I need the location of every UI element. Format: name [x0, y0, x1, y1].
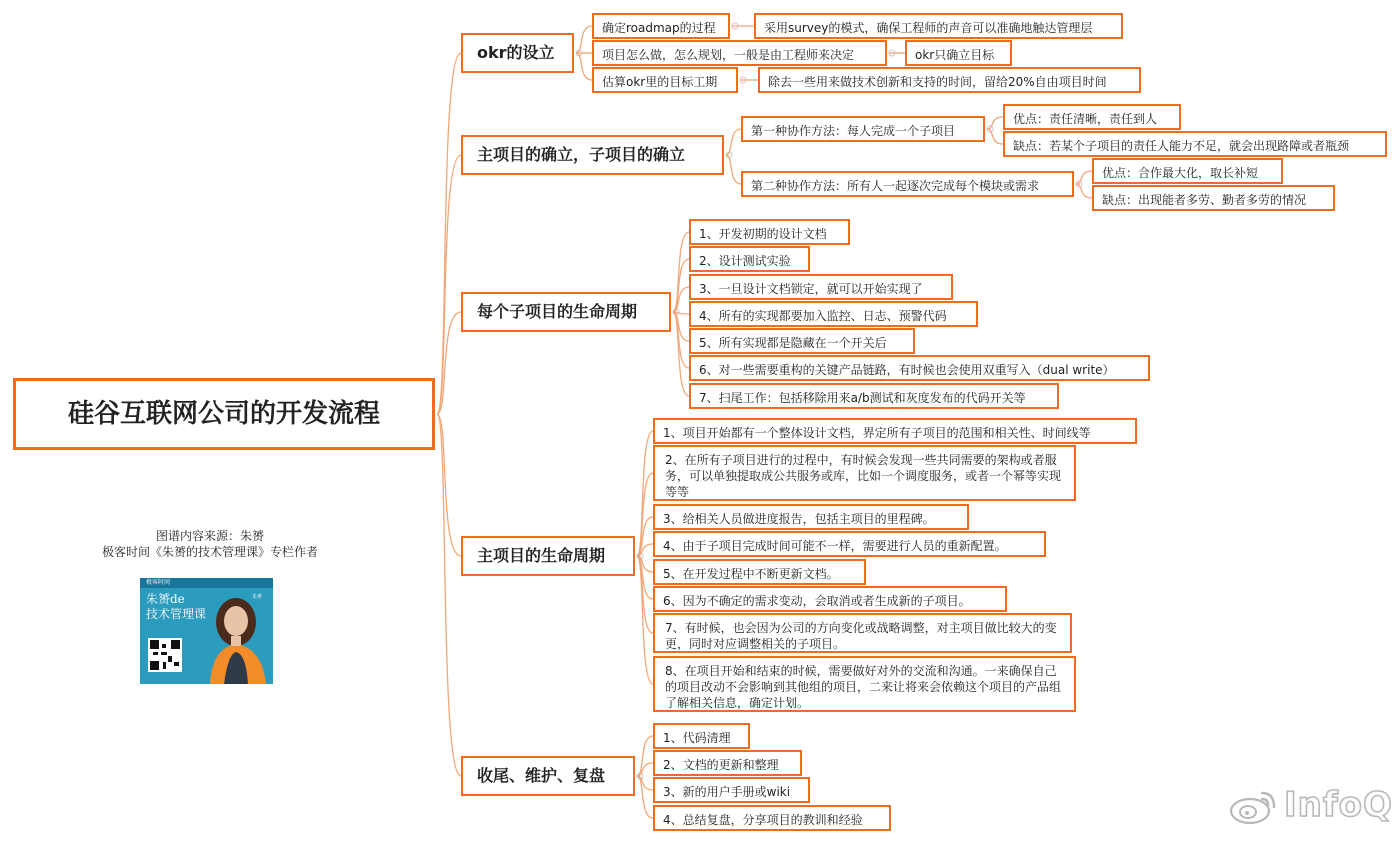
wrapup-doc-update: 2、文档的更新和整理: [653, 750, 802, 776]
main-project-step-3: 3、给相关人员做进度报告，包括主项目的里程碑。: [653, 504, 969, 530]
main-project-step-7: 7、有时候，也会因为公司的方向变化或战略调整，对主项目做比较大的变更，同时对应调整相关的子项目。: [653, 613, 1072, 653]
wrapup-user-manual: 3、新的用户手册或wiki: [653, 777, 810, 803]
collab-two-pro: 优点：合作最大化，取长补短: [1092, 158, 1283, 184]
source-credit: [70, 528, 350, 560]
branch-main-project-lifecycle: 主项目的生命周期: [461, 536, 635, 576]
branch-wrapup-maintenance-review: 收尾、维护、复盘: [461, 756, 635, 796]
branch-subproject-lifecycle: 每个子项目的生命周期: [461, 292, 671, 332]
watermark-text: InfoQ: [1284, 785, 1393, 825]
subproject-step-7: 7、扫尾工作：包括移除用来a/b测试和灰度发布的代码开关等: [689, 383, 1059, 409]
okr-survey-mode: 采用survey的模式，确保工程师的声音可以准确地触达管理层: [754, 13, 1123, 39]
main-project-step-6: 6、因为不确定的需求变动，会取消或者生成新的子项目。: [653, 586, 1007, 612]
wrapup-code-cleanup: 1、代码清理: [653, 723, 750, 749]
okr-free-time: 除去一些用来做技术创新和支持的时间，留给20%自由项目时间: [758, 67, 1141, 93]
cover-title-line-2: 技术管理课: [146, 607, 207, 621]
collab-method-two: 第二种协作方法：所有人一起逐次完成每个模块或需求: [741, 171, 1074, 197]
main-project-step-8: 8、在项目开始和结束的时候，需要做好对外的交流和沟通。一来确保自己的项目改动不会影响到其他组的项目，二来让将来会依赖这个项目的产品组了解相关信息，确定计划。: [653, 656, 1076, 712]
subproject-step-4: 4、所有的实现都要加入监控、日志、预警代码: [689, 301, 978, 327]
subproject-step-6: 6、对一些需要重构的关键产品链路，有时候也会使用双重写入（dual write）: [689, 355, 1150, 381]
cover-title-line-1: 朱赟de: [146, 592, 185, 606]
okr-engineer-decide: 项目怎么做，怎么规划，一般是由工程师来决定: [592, 40, 887, 66]
wrapup-retrospective: 4、总结复盘，分享项目的教训和经验: [653, 805, 891, 831]
connector-line: [673, 259, 689, 312]
okr-estimate-duration: 估算okr里的目标工期: [592, 67, 738, 93]
weibo-icon: [1228, 785, 1280, 825]
connector-line: [726, 129, 741, 155]
main-project-step-4: 4、由于子项目完成时间可能不一样，需要进行人员的重新配置。: [653, 531, 1046, 557]
connector-line: [437, 155, 461, 414]
subproject-step-1: 1、开发初期的设计文档: [689, 219, 850, 245]
collab-one-pro: 优点：责任清晰，责任到人: [1003, 104, 1181, 130]
source-line-1: 图谱内容来源：朱赟: [155, 529, 264, 543]
connector-line: [576, 26, 592, 53]
subproject-step-5: 5、所有实现都是隐藏在一个开关后: [689, 328, 915, 354]
cover-brand: 极客时间: [146, 579, 171, 586]
infoq-watermark: [1228, 780, 1393, 830]
connector-line: [437, 53, 461, 414]
course-cover-image: [140, 578, 273, 684]
branch-okr-setup: okr的设立: [461, 33, 574, 73]
connector-line: [437, 414, 461, 776]
collab-two-con: 缺点：出现能者多劳、勤者多劳的情况: [1092, 185, 1335, 211]
branch-project-establishment: 主项目的确立，子项目的确立: [461, 135, 724, 175]
main-project-step-2: 2、在所有子项目进行的过程中，有时候会发现一些共同需要的架构或者服务，可以单独提取成公共服务或库，比如一个调度服务，或者一个幂等实现等等: [653, 445, 1076, 501]
connector-line: [726, 155, 741, 184]
author-portrait-image: [202, 592, 273, 684]
root-topic: 硅谷互联网公司的开发流程: [13, 378, 435, 450]
subproject-step-2: 2、设计测试实验: [689, 246, 810, 272]
connector-line: [637, 736, 653, 776]
main-project-step-5: 5、在开发过程中不断更新文档。: [653, 559, 866, 585]
qr-code-icon: [148, 638, 182, 672]
connector-line: [576, 53, 592, 80]
cover-author: 朱赟: [252, 594, 263, 600]
collab-method-one: 第一种协作方法：每人完成一个子项目: [741, 116, 985, 142]
source-line-2: 极客时间《朱赟的技术管理课》专栏作者: [101, 545, 318, 559]
main-project-step-1: 1、项目开始都有一个整体设计文档，界定所有子项目的范围和相关性、时间线等: [653, 418, 1137, 444]
collab-one-con: 缺点：若某个子项目的责任人能力不足，就会出现路障或者瓶颈: [1003, 131, 1387, 157]
okr-roadmap-process: 确定roadmap的过程: [592, 13, 730, 39]
connector-line: [637, 776, 653, 818]
okr-only-goals: okr只确立目标: [905, 40, 1012, 66]
subproject-step-3: 3、一旦设计文档锁定，就可以开始实现了: [689, 274, 953, 300]
